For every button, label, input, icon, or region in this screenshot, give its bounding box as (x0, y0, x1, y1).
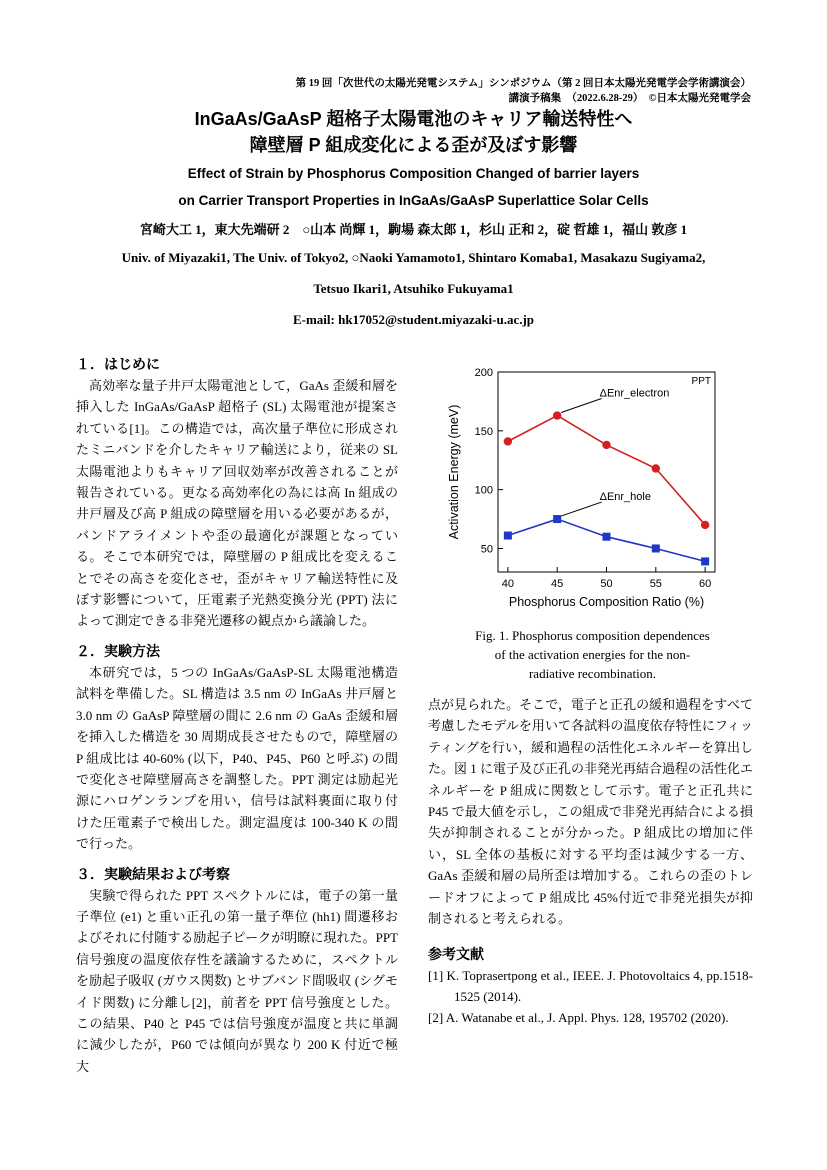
axis-ticks (475, 367, 712, 590)
x-tick-label: 40 (501, 578, 514, 590)
left-column (76, 353, 398, 1077)
y-tick-label: 100 (474, 484, 493, 497)
y-tick-label: 150 (474, 425, 493, 438)
figure-caption (430, 626, 755, 683)
electron-data-point (602, 441, 610, 449)
hole-leader-line (561, 502, 601, 516)
section-1-text: 高効率な量子井戸太陽電池として，GaAs 歪緩和層を挿入した InGaAs/GaAsP 超格子 (SL) 太陽電池が提案されている[1]。この構造では，高次量子準位に形成されたミニバンドを介したキャリア輸送により，従来の SL 太陽電池よりもキャリア回収効率が改善されることが報告されている。更なる高効率化の為には高 In 組成の井戸層及び高 P 組成の障壁層を用いる必要があるが，バンドアライメントや歪の最適化が課題となっている。そこで本研究では，障壁層の P 組成比を変えることでその高さを変化させ，歪がキャリア輸送特性に及ぼす影響について，圧電素子光熱変換分光 (PPT) 法によって測定できる非発光遷移の観点から議論した。 (76, 378, 398, 629)
authors-en-line-1: Univ. of Miyazaki1, The Univ. of Tokyo2, ○Naoki Yamamoto1, Shintaro Komaba1, Masakazu Sugiyama2, (121, 250, 706, 265)
section-3-text: 実験で得られた PPT スペクトルには，電子の第一量子準位 (e1) と重い正孔の第一量子準位 (hh1) 間遷移およびそれに付随する励起子ピークが明瞭に現れた。PPT 信号強度の温度依存性を議論するために，スペクトルを励起子吸収 (ガウス関数) とサブバンド間吸収 (シグモイド関数) に分離し[2]，前者を PPT 信号強度とした。この結果、P40 と P45 では信号強度が温度と共に単調に減少したが，P60 では傾向が異なり 200 K 付近で極大 (76, 887, 398, 1074)
ppt-annotation: PPT (691, 376, 711, 387)
hole-data-point (652, 544, 660, 552)
electron-series-label: ΔEnr_electron (599, 387, 670, 400)
electron-data-point (504, 437, 512, 445)
authors-japanese: 宮崎大工 1，東大先端研 2 ○山本 尚輝 1，駒場 森太郎 1，杉山 正和 2，碇 哲雄 1，福山 敦彦 1 (139, 222, 688, 237)
hole-data-point (504, 532, 512, 540)
conference-header (296, 76, 751, 106)
caption-line-1: Fig. 1. Phosphorus composition dependences (475, 628, 710, 643)
plot-frame (498, 372, 715, 572)
header-line-2: 講演予稿集 （2022.6.28-29） ©日本太陽光発電学会 (508, 93, 751, 104)
section-2-text: 本研究では，5 つの InGaAs/GaAsP-SL 太陽電池構造試料を準備した。SL 構造は 3.5 nm の InGaAs 井戸層と 3.0 nm の GaAsP 障壁層の間に 2.6 nm の GaAs 歪緩和層を挿入した構造を 30 周期成長させたもので，障壁層の P 組成比は 40-60% (以下，P40、P45、P60 と呼ぶ) の間で変化させ障壁層高さを調整した。PPT 測定は励起光源にハロゲンランプを用い，信号は試料裏面に取り付けた圧電素子で検出した。測定温度は 100-340 K の間で行った。 (76, 664, 398, 852)
x-tick-label: 60 (699, 578, 712, 590)
y-tick-label: 200 (474, 367, 493, 379)
electron-data-point (701, 521, 709, 529)
x-tick-label: 45 (551, 578, 564, 590)
title-japanese (0, 106, 827, 158)
series-layer (504, 411, 710, 565)
title-en-line-1: Effect of Strain by Phosphorus Composition Changed of barrier layers (187, 166, 640, 181)
x-tick-label: 50 (600, 578, 613, 590)
electron-data-point (652, 464, 660, 472)
y-axis-label: Activation Energy (meV) (447, 404, 461, 540)
caption-line-3: radiative recombination. (528, 666, 657, 681)
title-english (0, 160, 827, 214)
title-ja-line-1: InGaAs/GaAsP 超格子太陽電池のキャリア輸送特性へ (194, 109, 633, 129)
caption-line-2: of the activation energies for the non- (494, 647, 691, 662)
activation-energy-chart (430, 358, 755, 620)
email: E-mail: hk17052@student.miyazaki-u.ac.jp (292, 312, 535, 327)
hole-data-point (603, 533, 611, 541)
electron-data-point (553, 411, 561, 419)
references-list (428, 965, 753, 1028)
right-column (428, 694, 753, 1028)
y-tick-label: 50 (480, 543, 493, 556)
references-heading: 参考文献 (428, 946, 484, 963)
section-2-heading: ２．実験方法 (76, 642, 160, 659)
hole-series-label: ΔEnr_hole (599, 491, 651, 504)
electron-leader-line (561, 399, 601, 413)
section-1-heading: １．はじめに (76, 356, 160, 372)
header-line-1: 第 19 回「次世代の太陽光発電システム」シンポジウム（第 2 回日本太陽光発電学会学術講演会） (295, 78, 751, 89)
section-3-heading: ３．実験結果および考察 (76, 865, 230, 882)
x-axis-label: Phosphorus Composition Ratio (%) (508, 595, 705, 609)
hole-data-point (553, 515, 561, 523)
section-3-text-continued: 点が見られた。そこで，電子と正孔の緩和過程をすべて考慮したモデルを用いて各試料の温度依存特性にフィッティングを行い，緩和過程の活性化エネルギーを算出した。図 1 に電子及び正孔の非発光再結合過程の活性化エネルギーを P 組成に関数として示す。電子と正孔共に P45 で最大値を示し，この組成で非発光再結合による損失が抑制されることが分かった。P 組成比の増加に伴い，SL 全体の基板に対する平均歪は減少する一方、GaAs 歪緩和層の局所歪は増加する。これらの歪のトレードオフによって P 組成比 45%付近で非発光損失が抑制されると考えられる。 (428, 697, 754, 927)
x-tick-label: 55 (649, 578, 662, 590)
title-ja-line-2: 障壁層 P 組成変化による歪が及ぼす影響 (249, 135, 578, 155)
title-en-line-2: on Carrier Transport Properties in InGaAs/GaAsP Superlattice Solar Cells (178, 193, 649, 208)
authors-english (0, 245, 827, 332)
electron-series-line (508, 416, 705, 525)
reference-1: [1] K. Toprasertpong et al., IEEE. J. Photovoltaics 4, pp.1518-1525 (2014). (428, 968, 753, 1005)
hole-data-point (701, 557, 709, 565)
reference-2: [2] A. Watanabe et al., J. Appl. Phys. 128, 195702 (2020). (428, 1010, 729, 1026)
authors-en-line-2: Tetsuo Ikari1, Atsuhiko Fukuyama1 (313, 281, 514, 296)
